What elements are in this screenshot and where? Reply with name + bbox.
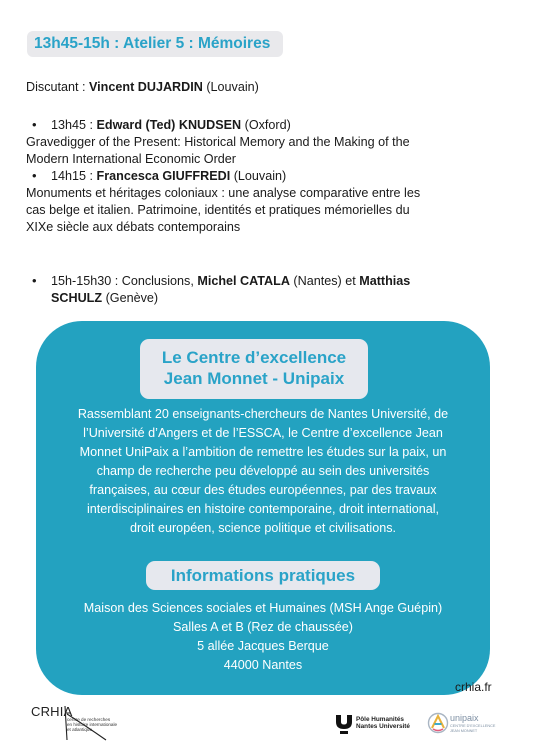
conclusion-speaker-1: Michel CATALA	[197, 274, 290, 288]
info-line: Maison des Sciences sociales et Humaines (MSH Ange Guépin)	[83, 601, 443, 615]
talk-2-speaker: Francesca GIUFFREDI	[96, 169, 231, 183]
bullet-icon: •	[32, 168, 37, 183]
talk-2-title-line-2: cas belge et italien. Patrimoine, identités et pratiques mémorielles du	[26, 203, 410, 217]
centre-body-line: Rassemblant 20 enseignants-chercheurs de Nantes Université, de	[77, 407, 449, 421]
conclusion-speaker-2: Matthias	[359, 274, 411, 288]
talk-1-title-line-2: Modern International Economic Order	[26, 152, 236, 166]
nantes-universite-logo: Pôle Humanités Nantes Université	[356, 716, 410, 731]
website-link[interactable]: crhia.fr	[455, 680, 492, 694]
talk-2-heading: 14h15 : Francesca GIUFFREDI (Louvain)	[51, 169, 287, 183]
talk-1-title-line-1: Gravedigger of the Present: Historical Memory and the Making of the	[26, 135, 410, 149]
unipaix-subtitle: CENTRE D’EXCELLENCE JEAN MONNET	[450, 724, 496, 733]
info-line: 5 allée Jacques Berque	[197, 639, 329, 653]
centre-body-line: droit européen, science politique et civilisations.	[129, 521, 397, 535]
talk-1-speaker: Edward (Ted) KNUDSEN	[96, 118, 242, 132]
talk-1-heading: 13h45 : Edward (Ted) KNUDSEN (Oxford)	[51, 118, 291, 132]
info-line: Salles A et B (Rez de chaussée)	[173, 620, 353, 634]
unipaix-icon	[427, 712, 449, 734]
nantes-universite-icon	[334, 713, 354, 735]
conclusion-line-2: SCHULZ (Genève)	[51, 291, 159, 305]
talk-2-title-line-1: Monuments et héritages coloniaux : une analyse comparative entre les	[26, 186, 421, 200]
centre-body-line: françaises, au cœur des études européennes, par des travaux	[89, 483, 437, 497]
unipaix-logo: unipaix	[450, 713, 479, 723]
centre-heading: Le Centre d’excellence Jean Monnet - Unipaix	[140, 339, 368, 399]
centre-body-line: interdisciplinaires en histoire contemporaine, droit international,	[86, 502, 440, 516]
bullet-icon: •	[32, 273, 37, 288]
discussant-line: Discutant : Vincent DUJARDIN (Louvain)	[26, 80, 259, 94]
centre-body-line: champ de recherche peu développé au sein des universités	[96, 464, 430, 478]
centre-body-line: l’Université d’Angers et de l’ESSCA, le Centre d’excellence Jean	[83, 426, 443, 440]
info-heading: Informations pratiques	[146, 561, 380, 590]
centre-body-line: Monnet UniPaix a l’ambition de remettre les études sur la paix, un	[79, 445, 447, 459]
session-title: 13h45-15h : Atelier 5 : Mémoires	[27, 31, 283, 57]
bullet-icon: •	[32, 117, 37, 132]
conclusion-line-1: 15h-15h30 : Conclusions, Michel CATALA (Nantes) et Matthias	[51, 274, 411, 288]
discussant-name: Vincent DUJARDIN	[89, 80, 203, 94]
crhia-subtitle: centre de recherches en histoire internationale et atlantique	[67, 717, 118, 733]
info-line: 44000 Nantes	[223, 658, 303, 672]
talk-2-title-line-3: XIXe siècle aux débats contemporains	[26, 220, 241, 234]
crhia-logo: CRHIA centre de recherches en histoire internationale et atlantique	[31, 704, 131, 744]
